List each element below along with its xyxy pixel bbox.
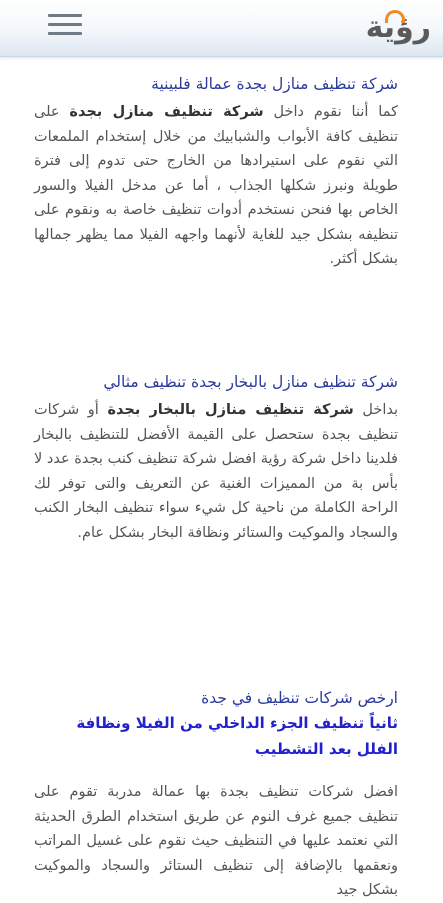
paragraph-text: أو شركات تنظيف بجدة ستحصل على القيمة الأفضل للتنظيف بالبخار فلدينا داخل شركة رؤية افضل شركة تنظيف كنب بجدة عدد لا بأس بة من المميزات الغنية عن التعريف والتى توفر لك الراحة الكاملة من ناحية كل شيء سواء تنظيف البخار الكنب والسجاد والموكيت والستائر ونظافة البخار بشكل عام. xyxy=(34,402,398,541)
section-heading: شركة تنظيف منازل بجدة عمالة فلبينية xyxy=(151,75,398,93)
section-paragraph xyxy=(34,398,398,545)
logo-text: رؤية xyxy=(365,10,431,45)
paragraph-text: كما أننا نقوم داخل xyxy=(263,104,398,120)
keyword-bold: شركة تنظيف منازل بجدة xyxy=(69,104,264,120)
article-section xyxy=(34,72,398,272)
app-header xyxy=(0,0,443,57)
section-heading: ارخص شركات تنظيف في جدة xyxy=(201,689,398,707)
section-heading: شركة تنظيف منازل بالبخار بجدة تنظيف مثالي xyxy=(103,373,398,391)
section-paragraph: افضل شركات تنظيف بجدة بها عمالة مدربة تقوم على تنظيف جميع غرف النوم عن طريق استخدام الطرق الحديثة التي نعتمد عليها في التنظيف حيث نقوم على غسيل المراتب ونعقمها بالإضافة إلى تنظيف الستائر والسجاد والموكيت بشكل جيد xyxy=(34,784,398,898)
paragraph-text: على تنظيف كافة الأبواب والشبابيك من خلال إستخدام الملمعات التي نقوم على استيرادها من الخارج حتى تدوم إلى فترة طويلة ونبرز شكلها الجذاب ، أما عن مدخل الفيلا والسور الخاص بها فنحن نستخدم أدوات تنظيف خاصة به ونقوم على تنظيفه بشكل جيد للغاية لأنهما واجهه الفيلا مما يظهر جمالها بشكل أكثر. xyxy=(34,104,398,267)
section-paragraph xyxy=(34,100,398,272)
hamburger-menu-icon[interactable] xyxy=(48,12,82,38)
section-subheading: ثانياً تنظيف الجزء الداخلي من الفيلا ونظافة الفلل بعد التشطيب xyxy=(76,714,398,758)
keyword-bold: شركة تنظيف منازل بالبخار بجدة xyxy=(107,402,354,418)
article-section xyxy=(34,370,398,545)
logo-mark-icon xyxy=(385,10,405,23)
article-section xyxy=(34,686,398,903)
paragraph-text: بداخل xyxy=(353,402,399,418)
site-logo[interactable] xyxy=(321,8,431,48)
